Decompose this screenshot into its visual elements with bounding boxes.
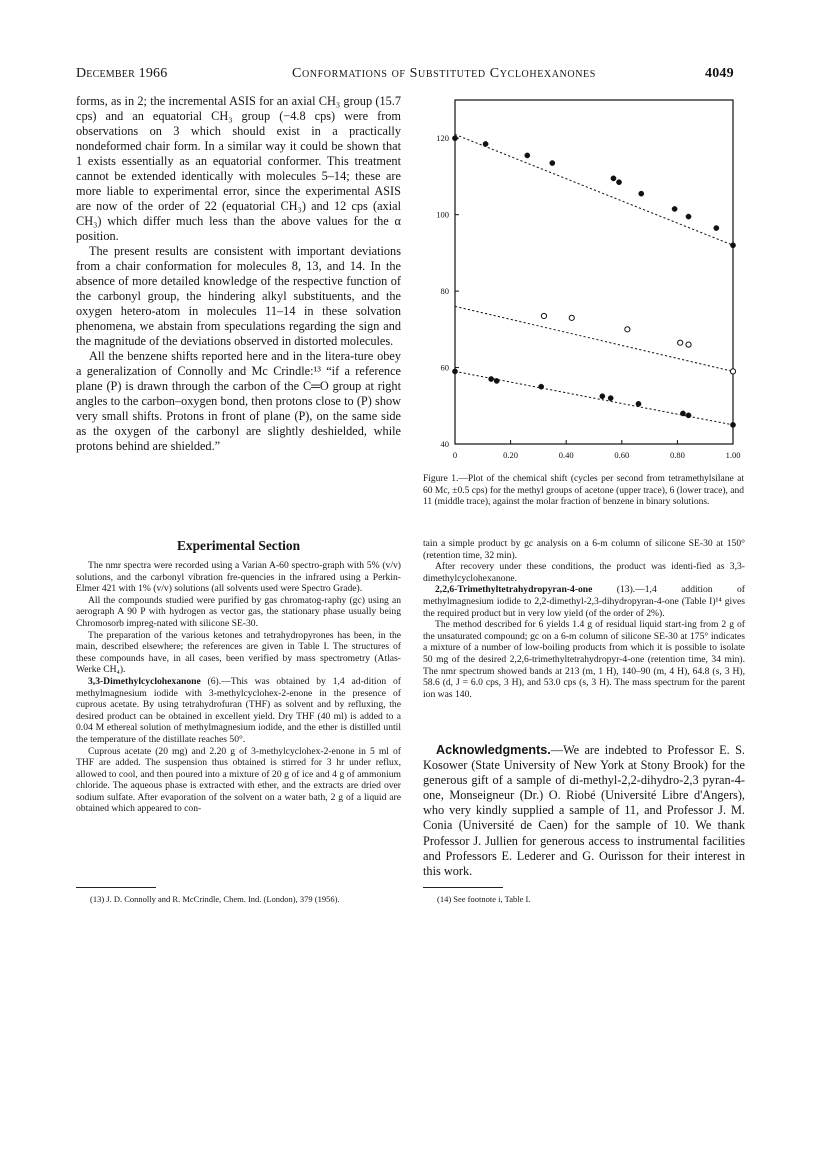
paragraph-asis: forms, as in 2; the incremental ASIS for an axial CH₃ group (15.7 cps) and an equatorial CH₃ group (−4.8 cps) were from observations on 3 which should exist in a practically nondeformed chair form. In a similar way it could be shown that 1 exists essentially as an equatorial conformer. This treatment cannot be extended identically with molecules 5–14; these are more liable to experimental error, since the experimental ASIS are now of the order of 22 (equatorial CH₃) and 12 cps (axial CH₃) which differ much less than the above values for the α position. [76, 94, 401, 243]
data-point-series-3 [608, 396, 613, 401]
data-point-series-3 [539, 384, 544, 389]
x-tick-label: 0.80 [669, 450, 685, 460]
data-point-series-3 [730, 422, 735, 427]
figure-caption: Figure 1.—Plot of the chemical shift (cycles per second from tetramethylsilane at 60 Mc, ±0.5 cps) for the methyl groups of acetone (upper trace), 6 (lower trace), and 11 (middle trace), against the molar fraction of benzene in binary solutions. [423, 474, 744, 507]
data-point-series-2 [569, 315, 574, 320]
paragraph-deviations: The present results are consistent with important deviations from a chair conformation for molecules 8, 13, and 14. In the absence of more detailed knowledge of the respective function of the carbonyl group, the hindering alkyl substituents, and the oxygen hetero-atom in molecules 11–14 in these solvation phenomena, we abstain from speculations regarding the sign and the magnitude of the deviations observed in distorted molecules. [76, 244, 401, 348]
data-point-series-1 [550, 160, 555, 165]
left-body-text [76, 94, 401, 454]
data-point-series-3 [686, 413, 691, 418]
data-point-series-1 [616, 180, 621, 185]
page-number: 4049 [705, 66, 734, 81]
paragraph-gc: All the compounds studied were purified by gas chromatog-raphy (gc) using an aerograph A 90 P with hydrogen as vector gas, the stationary phase usually being Chromosorb impreg-nated with silicone SE-30. [76, 594, 401, 629]
data-point-series-1 [611, 176, 616, 181]
y-tick-label: 40 [440, 439, 449, 449]
data-point-series-3 [680, 411, 685, 416]
data-point-series-2 [541, 313, 546, 318]
paragraph-dimethylcyclohexanone [76, 676, 401, 746]
figure-1-plot [415, 86, 750, 471]
y-tick-label: 100 [436, 209, 449, 220]
data-point-series-3 [452, 369, 457, 374]
data-point-series-1 [483, 141, 488, 146]
plot-points [452, 136, 735, 428]
y-tick-label: 80 [440, 286, 449, 297]
data-point-series-1 [686, 214, 691, 219]
footnote-14: (14) See footnote i, Table I. [437, 894, 531, 904]
acknowledgments [423, 743, 745, 879]
data-point-series-1 [730, 243, 735, 248]
right-experimental-text [423, 538, 745, 700]
data-point-series-1 [525, 153, 530, 158]
section-title: Experimental Section [176, 538, 301, 553]
paragraph-trimethyltetrahydropyranone [423, 584, 745, 619]
running-header-title: Conformations of Substituted Cyclohexanones [292, 66, 596, 81]
data-point-series-2 [678, 340, 683, 345]
paragraph-cuprous-acetate: Cuprous acetate (20 mg) and 2.20 g of 3-methylcyclohex-2-enone in 5 ml of THF are added. The suspension thus obtained is stirred for 3 hr under reflux, allowed to cool, and then poured into a mixture of 20 g of ice and 4 g of ammonium chloride. The aqueous phase is extracted with ether, and the extracts are dried over sodium sulfate. After evaporation of the solvent on a water bath, 2 g of a liquid are obtained which appeared to con- [76, 745, 401, 815]
compound-heading-13: 2,2,6-Trimethyltetrahydropyran-4-one [435, 584, 593, 596]
x-tick-label: 1.00 [725, 450, 741, 460]
footnote-rule-right [423, 887, 503, 888]
compound-heading-6: 3,3-Dimethylcyclohexanone [88, 675, 201, 687]
plot-axes-box [455, 100, 733, 444]
data-point-series-1 [714, 225, 719, 230]
plot-frame [455, 100, 733, 444]
fit-line-1 [455, 134, 733, 245]
x-tick-label: 0.20 [503, 450, 519, 460]
paragraph-gc-analysis: tain a simple product by gc analysis on a 6-m column of silicone SE-30 at 150° (retention time, 32 min). [423, 538, 745, 561]
data-point-series-3 [600, 394, 605, 399]
y-tick-label: 60 [440, 362, 449, 373]
paragraph-method: The method described for 6 yields 1.4 g of residual liquid start-ing from 2 g of the unsaturated compound; gc on a 6-m column of silicone SE-30 at 175° indicates a mixture of a number of low-boiling products from which it is possible to isolate 50 mg of the desired 2,2,6-trimethyltetrahydropyr-4-one (retention time, 34 min). The nmr spectrum showed bands at 213 (m, 1 H), 140–90 (m, 4 H), 64.8 (s, 3 H), 58.6 (d, J = 6.0 cps, 3 H), and 53.0 cps (s, 3 H). The mass spectrum for the parent ion was 140. [423, 619, 745, 700]
paragraph-benzene-shifts: All the benzene shifts reported here and in the litera-ture obey a generalization of Connolly and Mc Crindle:¹³ “if a reference plane (P) is drawn through the carbon of the C═O group at right angles to the carbon–oxygen bond, then protons close to (P) show very small shifts. Protons in front of plane (P), on the same side as the oxygen of the carbonyl are slightly deshielded, while protons behind are shielded.” [76, 349, 401, 453]
paragraph-identification: After recovery under these conditions, the product was identi-fied as 3,3-dimethylcyclohexanone. [423, 561, 745, 584]
acknowledgments-text: —We are indebted to Professor E. S. Kosower (State University of New York at Stony Brook) for the generous gift of a sample of di-methyl-2,2-dihydro-2,3 pyran-4-one, Monseigneur (Dr.) O. Riobé (Université Libre d'Angers), who very kindly supplied a sample of 11, and Professor J. M. Conia (Université de Caen) for the sample of 10. We thank Professor J. Jullien for generous access to instrumental facilities and Professors E. Lederer and G. Ourisson for their interest in this work. [423, 743, 745, 878]
data-point-series-2 [625, 327, 630, 332]
footnote-13: (13) J. D. Connolly and R. McCrindle, Chem. Ind. (London), 379 (1956). [90, 894, 340, 904]
plot-ticks [436, 133, 740, 460]
compound-text-13: (13).—1,4 addition of methylmagnesium iodide to 2,2-dimethyl-2,3-dihydropyran-4-one (Table I)¹⁴ gives the required product but in very low yield (of the order of 2%). [423, 584, 745, 619]
data-point-series-3 [489, 376, 494, 381]
y-tick-label: 120 [436, 133, 449, 144]
paragraph-preparation: The preparation of the various ketones and tetrahydropyrones has been, in the main, described elsewhere; the references are given in Table I. The structures of these compounds have, in all cases, been verified by mass spectrometry (Atlas-Werke CH₄). [76, 629, 401, 676]
data-point-series-2 [730, 369, 735, 374]
data-point-series-1 [672, 206, 677, 211]
x-tick-label: 0 [452, 450, 458, 460]
data-point-series-1 [639, 191, 644, 196]
data-point-series-2 [686, 342, 691, 347]
acknowledgments-heading: Acknowledgments. [436, 743, 551, 757]
x-tick-label: 0.60 [614, 450, 630, 460]
fit-line-2 [455, 306, 733, 371]
running-header-date: December 1966 [76, 66, 168, 81]
paragraph-nmr: The nmr spectra were recorded using a Varian A-60 spectro-graph with 5% (v/v) solutions, and the carbonyl vibration fre-quencies in the infrared using a Perkin-Elmer 421 with 1% (v/v) solutions (all solvents used were Spectro Grade). [76, 560, 401, 595]
data-point-series-1 [452, 136, 457, 141]
data-point-series-3 [494, 378, 499, 383]
data-point-series-3 [636, 401, 641, 406]
compound-text-6: (6).—This was obtained by 1,4 ad-dition of methylmagnesium iodide with 3-methylcyclohex-2-enone in the presence of cuprous acetate. By using tetrahydrofuran (THF) as solvent and by refluxing, the desired product can be obtained in excellent yield. Dry THF (40 ml) is added to a 0.04 M ethereal solution of methylmagnesium iodide, and the ether is distilled until the temperature of the distillate reaches 50°. [76, 675, 401, 745]
footnote-rule-left [76, 887, 156, 888]
experimental-text [76, 560, 401, 815]
x-tick-label: 0.40 [558, 450, 574, 460]
